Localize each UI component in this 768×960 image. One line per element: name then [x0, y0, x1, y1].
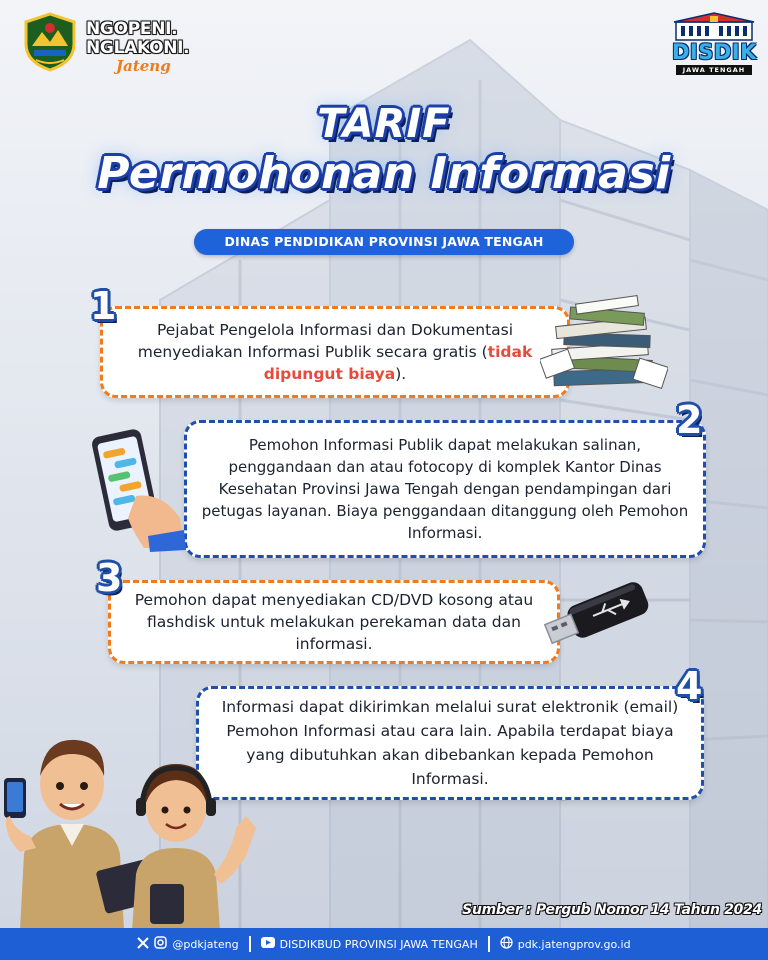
footer-website [500, 936, 631, 952]
source-reference: Sumber : Pergub Nomor 14 Tahun 2024 [462, 902, 762, 918]
info-card-1-text-after: ). [395, 365, 407, 383]
item-number-3: 3 [96, 556, 123, 600]
info-card-2 [184, 420, 706, 558]
slogan-line3: Jateng [116, 57, 171, 75]
info-card-1-text [121, 319, 549, 385]
customer-service-characters-illustration [0, 724, 270, 930]
youtube-icon[interactable] [261, 937, 275, 951]
info-card-1 [100, 306, 570, 398]
title-line1: TARIF [317, 101, 451, 147]
usb-flashdisk-icon [540, 578, 652, 658]
disdik-region: JAWA TENGAH [676, 65, 752, 75]
info-card-3 [108, 580, 560, 664]
disdik-logo [672, 12, 756, 74]
item-number-4: 4 [676, 664, 703, 708]
website-link[interactable]: pdk.jatengprov.go.id [517, 937, 631, 951]
youtube-channel[interactable]: DISDIKBUD PROVINSI JAWA TENGAH [279, 937, 478, 951]
free-highlight: tidak dipungut biaya [263, 343, 533, 383]
central-java-seal-logo [20, 12, 80, 72]
footer-divider [249, 936, 251, 952]
disdik-wordmark: DISDIK [672, 40, 757, 64]
slogan-logo [86, 20, 189, 74]
footer-divider [488, 936, 490, 952]
footer-youtube [261, 937, 478, 951]
info-card-4-text: Informasi dapat dikirimkan melalui surat elektronik (email) Pemohon Informasi atau cara lain. Apabila terdapat biaya yang dibutuhkan akan dibebankan kepada Pemohon Informasi. [221, 698, 679, 788]
globe-icon[interactable] [500, 936, 513, 952]
footer-bar [0, 928, 768, 960]
x-icon[interactable] [137, 937, 149, 952]
page-title [0, 100, 768, 200]
social-handle[interactable]: @pdkjateng [172, 937, 239, 951]
info-card-1-text-before: Pejabat Pengelola Informasi dan Dokumentasi menyediakan Informasi Publik secara gratis ( [137, 321, 514, 361]
info-card-2-text: Pemohon Informasi Publik dapat melakukan salinan, penggandaan dan atau fotocopy di komplek Kantor Dinas Kesehatan Provinsi Jawa Tengah dengan pendampingan dari petugas layanan. Biaya penggandaan ditanggung oleh Pemohon Informasi. [201, 436, 689, 542]
slogan-line2: NGLAKONI. [86, 38, 190, 58]
title-line2: Permohonan Informasi [97, 148, 671, 199]
info-card-3-text: Pemohon dapat menyediakan CD/DVD kosong atau flashdisk untuk melakukan perekaman data dan informasi. [134, 591, 534, 653]
footer-social [137, 936, 238, 952]
item-number-2: 2 [676, 398, 703, 442]
hand-smartphone-chat-icon [92, 426, 188, 552]
item-number-1: 1 [90, 284, 117, 328]
instagram-icon[interactable] [154, 936, 167, 952]
slogan-line1: NGOPENI. [86, 19, 178, 39]
document-pile-icon [540, 292, 668, 400]
building-icon [672, 12, 756, 42]
subtitle-badge: DINAS PENDIDIKAN PROVINSI JAWA TENGAH [194, 229, 574, 255]
info-card-4 [196, 686, 704, 800]
